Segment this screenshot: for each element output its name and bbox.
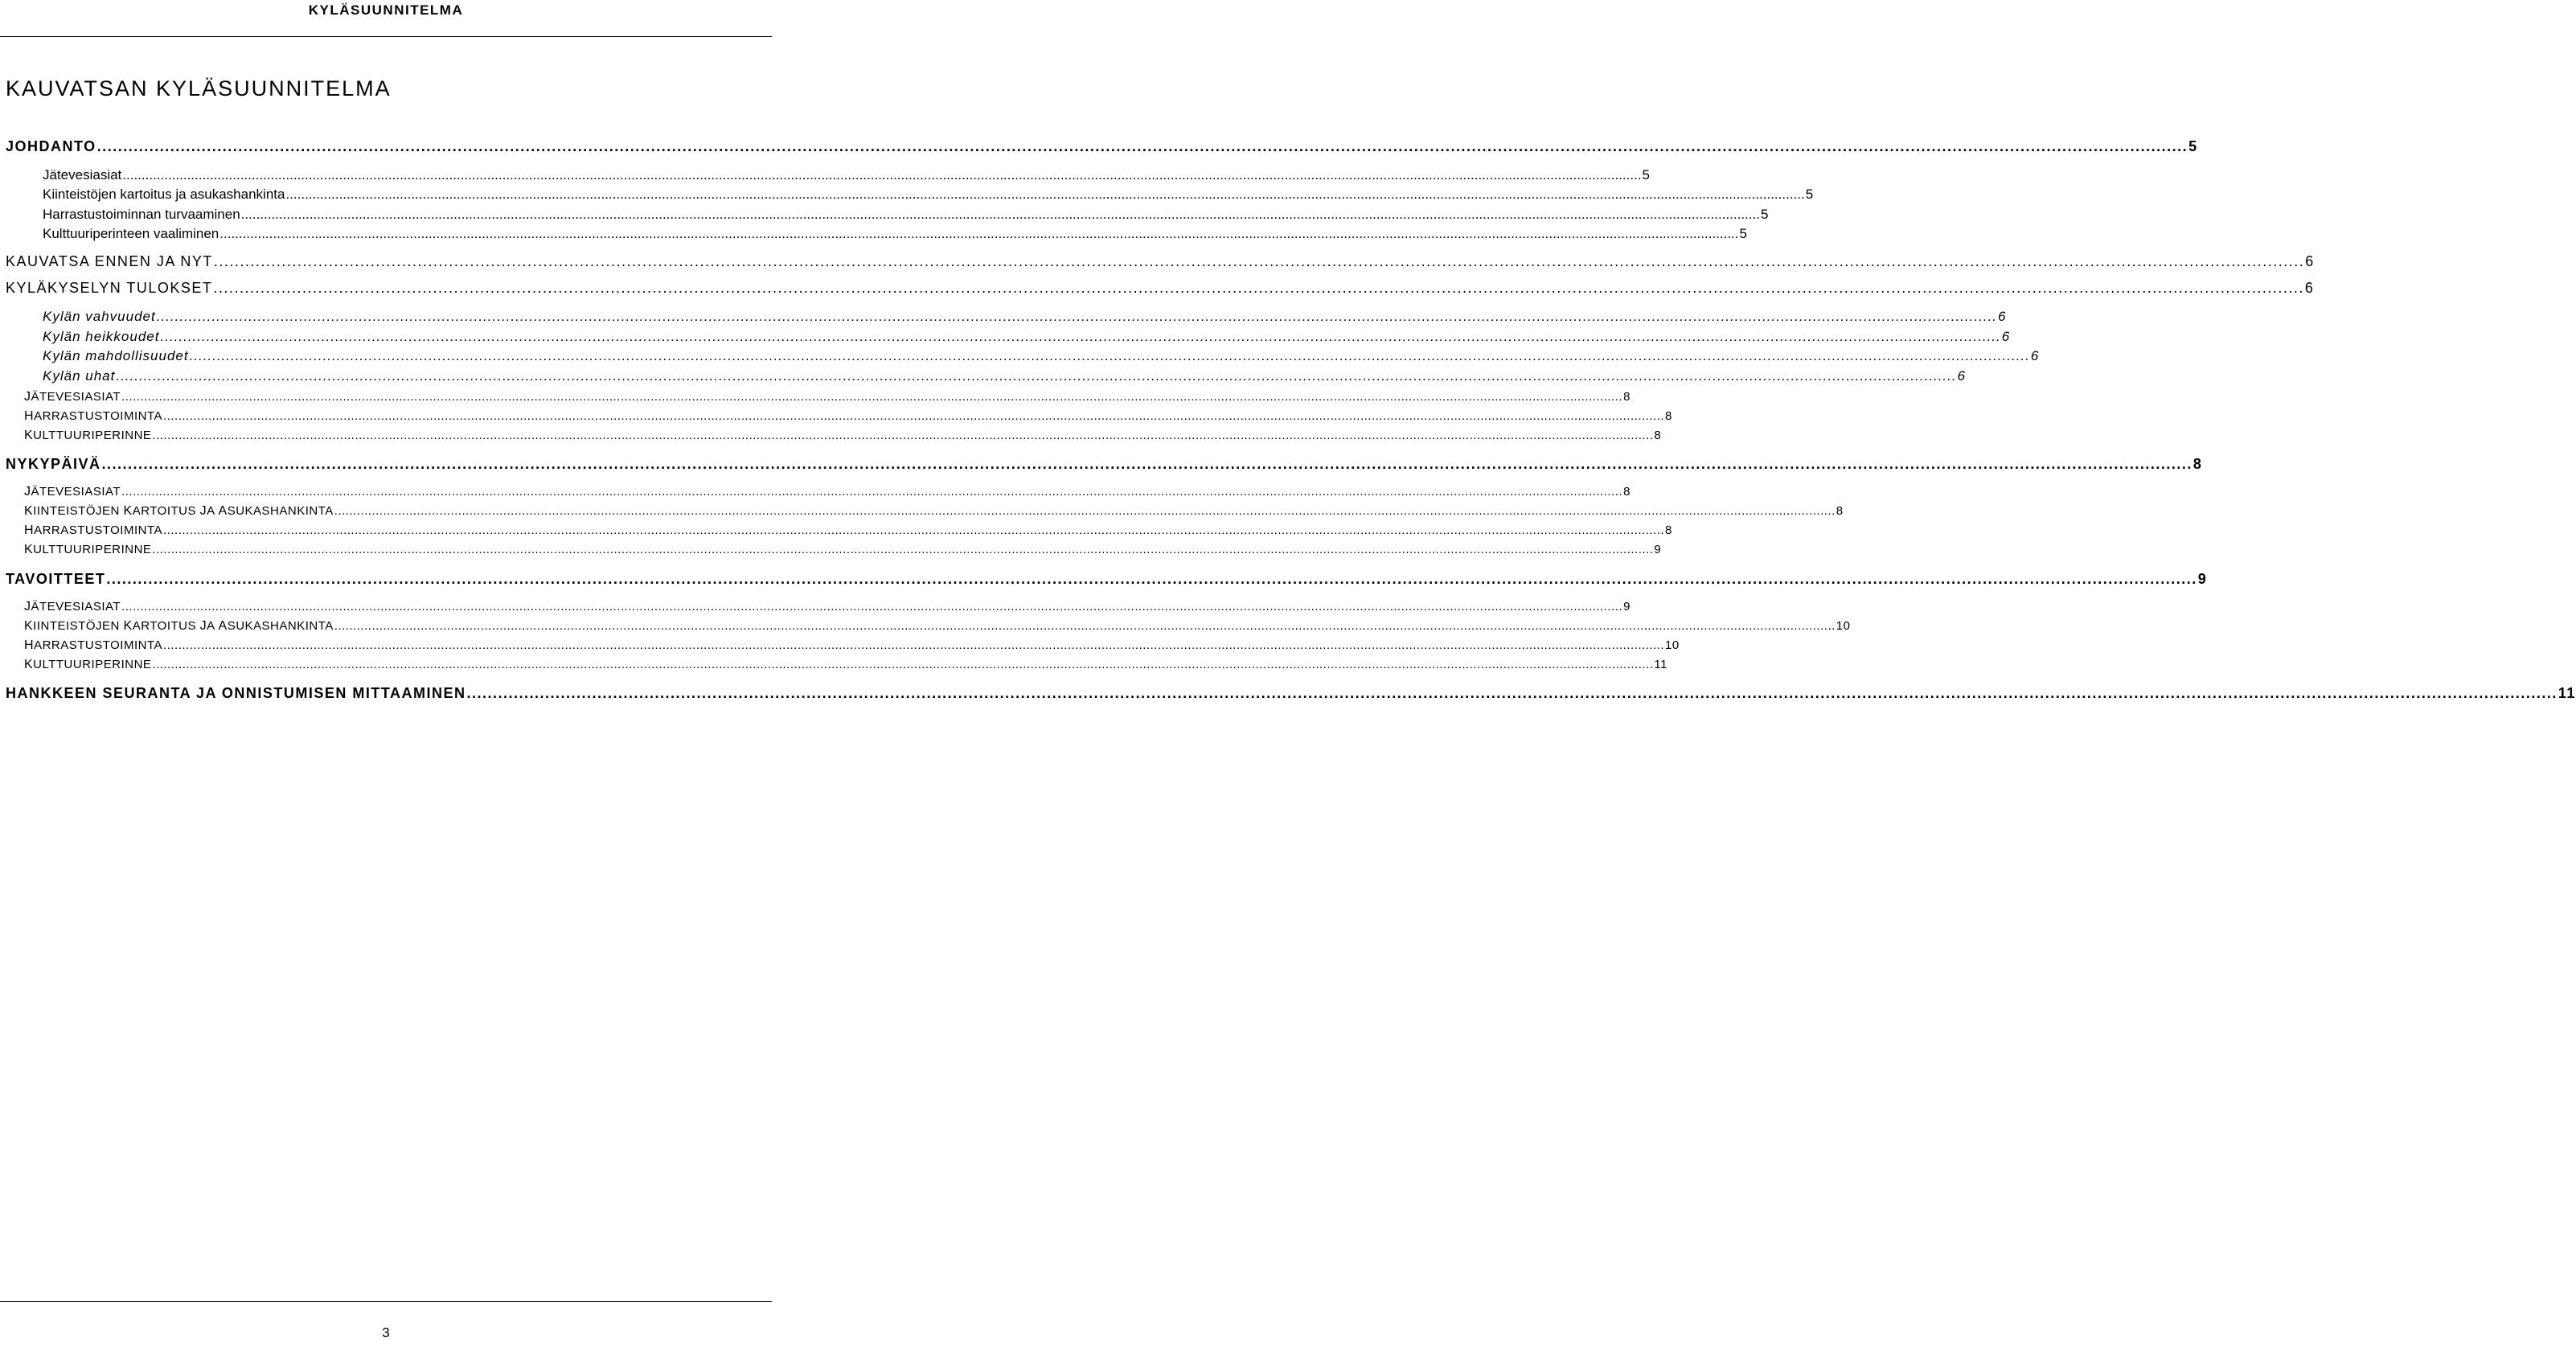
page-number: 3: [382, 1325, 390, 1340]
toc-leader-dots: ................................................................................................................................................................................................................................................................................................................................................................................................................: [116, 368, 1957, 384]
toc-entry[interactable]: [6, 456, 2203, 473]
toc-entry[interactable]: [43, 226, 1747, 242]
toc-entry-label: Kylän uhat: [43, 368, 116, 384]
toc-entry-label: KIINTEISTÖJEN KARTOITUS JA ASUKASHANKINTA: [24, 504, 334, 518]
toc-entry-page: 8: [1623, 390, 1631, 404]
toc-leader-dots: ................................................................................................................................................................................................................................................................................................................................................................................................................: [240, 207, 1760, 222]
toc-entry-page: 5: [2188, 138, 2198, 154]
toc-leader-dots: ................................................................................................................................................................................................................................................................................................................................................................................................................: [163, 638, 1665, 652]
toc-entry[interactable]: [6, 280, 2315, 297]
toc-entry[interactable]: [6, 138, 2198, 155]
toc-leader-dots: ................................................................................................................................................................................................................................................................................................................................................................................................................: [152, 429, 1654, 442]
footer-rule: [0, 1301, 772, 1302]
toc-entry-label: HARRASTUSTOIMINTA: [24, 409, 163, 423]
toc-leader-dots: ................................................................................................................................................................................................................................................................................................................................................................................................................: [334, 504, 1836, 518]
toc-entry-label: Kylän mahdollisuudet: [43, 348, 189, 363]
header-title: KYLÄSUUNNITELMA: [308, 2, 464, 18]
toc-entry-page: 5: [1760, 207, 1769, 222]
toc-entry[interactable]: [43, 187, 1814, 203]
toc-entry[interactable]: [24, 543, 1662, 557]
toc-entry-page: 5: [1805, 187, 1814, 202]
toc-entry-label: JOHDANTO: [6, 138, 96, 154]
toc-entry-label: KULTTUURIPERINNE: [24, 543, 152, 556]
toc-entry-label: JÄTEVESIASIAT: [24, 485, 121, 499]
toc-leader-dots: ................................................................................................................................................................................................................................................................................................................................................................................................................: [121, 485, 1623, 499]
toc-entry-label: JÄTEVESIASIAT: [24, 600, 121, 613]
document-title: KAUVATSAN KYLÄSUUNNITELMA: [6, 76, 392, 101]
toc-leader-dots: ................................................................................................................................................................................................................................................................................................................................................................................................................: [334, 619, 1836, 633]
toc-entry[interactable]: [6, 571, 2208, 588]
toc-entry[interactable]: [24, 390, 1631, 404]
toc-leader-dots: ................................................................................................................................................................................................................................................................................................................................................................................................................: [285, 187, 1805, 202]
page-header: [0, 0, 772, 37]
toc-entry-page: 6: [1997, 309, 2007, 324]
toc-entry[interactable]: [43, 329, 2011, 345]
toc-entry-label: HARRASTUSTOIMINTA: [24, 523, 163, 537]
toc-entry-page: 6: [2001, 329, 2011, 344]
toc-entry[interactable]: [24, 638, 1680, 653]
toc-leader-dots: ................................................................................................................................................................................................................................................................................................................................................................................................................: [189, 348, 2030, 363]
toc-entry-label: KYLÄKYSELYN TULOKSET: [6, 280, 213, 296]
toc-entry[interactable]: [24, 600, 1631, 614]
toc-entry-label: KAUVATSA ENNEN JA NYT: [6, 253, 213, 269]
toc-entry-label: TAVOITTEET: [6, 571, 106, 587]
toc-leader-dots: ................................................................................................................................................................................................................................................................................................................................................................................................................: [152, 658, 1654, 671]
toc-entry-page: 6: [2030, 348, 2040, 363]
toc-entry-page: 5: [1642, 167, 1651, 183]
toc-entry[interactable]: [43, 207, 1769, 223]
toc-entry[interactable]: [24, 409, 1672, 424]
toc-entry-page: 8: [2192, 456, 2203, 472]
toc-leader-dots: ................................................................................................................................................................................................................................................................................................................................................................................................................: [121, 390, 1623, 404]
toc-entry-label: Harrastustoiminnan turvaaminen: [43, 207, 240, 222]
toc-leader-dots: ................................................................................................................................................................................................................................................................................................................................................................................................................: [156, 309, 1997, 324]
toc-entry-label: KULTTUURIPERINNE: [24, 658, 152, 671]
toc-leader-dots: ................................................................................................................................................................................................................................................................................................................................................................................................................: [213, 280, 2304, 296]
toc-entry-label: HARRASTUSTOIMINTA: [24, 638, 163, 652]
toc-entry-page: 8: [1654, 429, 1662, 442]
toc-entry-page: 6: [1957, 368, 1967, 384]
toc-entry-label: HANKKEEN SEURANTA JA ONNISTUMISEN MITTAAMINEN: [6, 685, 466, 701]
toc-entry-label: Kiinteistöjen kartoitus ja asukashankinta: [43, 187, 285, 202]
toc-entry[interactable]: [43, 348, 2040, 364]
toc-entry[interactable]: [24, 523, 1672, 538]
toc-entry-label: KULTTUURIPERINNE: [24, 429, 152, 442]
toc-leader-dots: ................................................................................................................................................................................................................................................................................................................................................................................................................: [96, 138, 2188, 154]
toc-leader-dots: ................................................................................................................................................................................................................................................................................................................................................................................................................: [160, 329, 2001, 344]
toc-entry-label: JÄTEVESIASIAT: [24, 390, 121, 404]
toc-entry-page: 5: [1739, 226, 1747, 241]
toc-entry-page: 10: [1836, 619, 1851, 633]
toc-leader-dots: ................................................................................................................................................................................................................................................................................................................................................................................................................: [213, 253, 2305, 269]
toc-entry-page: 6: [2304, 280, 2315, 296]
toc-entry-page: 8: [1623, 485, 1631, 499]
toc-entry[interactable]: [24, 429, 1662, 443]
toc-leader-dots: ................................................................................................................................................................................................................................................................................................................................................................................................................: [122, 167, 1642, 183]
toc-entry[interactable]: [24, 485, 1631, 499]
toc-leader-dots: ................................................................................................................................................................................................................................................................................................................................................................................................................: [163, 523, 1665, 537]
header-rule: [0, 36, 772, 37]
toc-leader-dots: ................................................................................................................................................................................................................................................................................................................................................................................................................: [106, 571, 2197, 587]
toc-entry-page: 11: [1654, 658, 1667, 671]
toc-entry[interactable]: [43, 309, 2007, 325]
toc-leader-dots: ................................................................................................................................................................................................................................................................................................................................................................................................................: [466, 685, 2558, 701]
toc-leader-dots: ................................................................................................................................................................................................................................................................................................................................................................................................................: [163, 409, 1665, 423]
toc-leader-dots: ................................................................................................................................................................................................................................................................................................................................................................................................................: [121, 600, 1623, 613]
toc-entry[interactable]: [43, 368, 1967, 384]
toc-entry[interactable]: [6, 253, 2315, 270]
toc-entry-page: 9: [1654, 543, 1662, 556]
toc-leader-dots: ................................................................................................................................................................................................................................................................................................................................................................................................................: [219, 226, 1739, 241]
toc-entry[interactable]: [24, 504, 1844, 519]
toc-entry-label: NYKYPÄIVÄ: [6, 456, 101, 472]
toc-entry-label: Kulttuuriperinteen vaaliminen: [43, 226, 219, 241]
toc-entry-page: 8: [1665, 523, 1672, 537]
toc-leader-dots: ................................................................................................................................................................................................................................................................................................................................................................................................................: [152, 543, 1654, 556]
toc-entry-page: 8: [1836, 504, 1844, 518]
toc-entry-label: KIINTEISTÖJEN KARTOITUS JA ASUKASHANKINTA: [24, 619, 334, 633]
toc-entry-page: 8: [1665, 409, 1672, 423]
toc-entry[interactable]: [24, 658, 1667, 672]
toc-entry-label: Jätevesiasiat: [43, 167, 122, 183]
toc-entry-label: Kylän vahvuudet: [43, 309, 156, 324]
toc-entry-page: 9: [1623, 600, 1631, 613]
toc-entry-page: 9: [2197, 571, 2208, 587]
toc-entry-page: 11: [2558, 685, 2576, 701]
toc-entry-label: Kylän heikkoudet: [43, 329, 160, 344]
toc-leader-dots: ................................................................................................................................................................................................................................................................................................................................................................................................................: [101, 456, 2192, 472]
toc-entry-page: 6: [2305, 253, 2315, 269]
toc-entry[interactable]: [24, 619, 1851, 634]
toc-entry[interactable]: [43, 167, 1651, 183]
toc-entry[interactable]: [6, 685, 2576, 702]
toc-entry-page: 10: [1665, 638, 1680, 652]
